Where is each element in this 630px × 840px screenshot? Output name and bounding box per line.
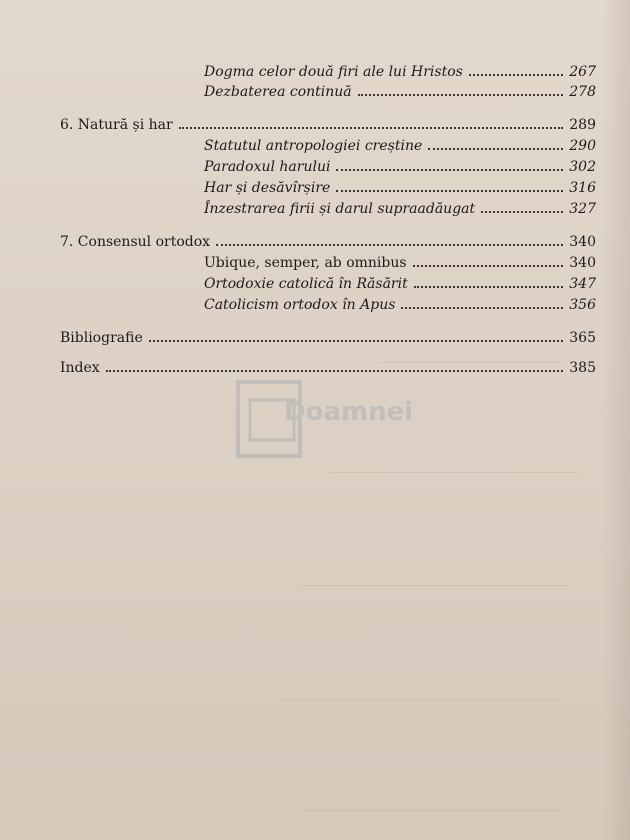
toc-entry xyxy=(204,84,596,102)
toc-chapter-page: 340 xyxy=(569,234,596,250)
leader-dots xyxy=(481,201,563,213)
toc-entry-page: 340 xyxy=(569,255,596,271)
toc-entry-page: 278 xyxy=(569,84,596,100)
leader-dots xyxy=(413,255,564,267)
toc-chapter-title: 7. Consensul ortodox xyxy=(60,234,211,250)
toc-entry-title: Ubique, semper, ab omnibus xyxy=(204,255,407,271)
toc-entry xyxy=(204,64,596,82)
toc-entry-page: 302 xyxy=(569,159,596,175)
toc-chapter-page: 365 xyxy=(569,330,596,346)
toc-entry-title: Har și desăvîrșire xyxy=(204,180,331,196)
watermark-text: Doamnei xyxy=(284,397,414,427)
toc-entry-page: 327 xyxy=(569,201,596,217)
toc-entry xyxy=(204,297,596,315)
toc-chapter xyxy=(60,330,596,348)
toc-entry-title: Catolicism ortodox în Apus xyxy=(204,297,396,313)
leader-dots xyxy=(428,138,563,150)
toc-entry-title: Statutul antropologiei creștine xyxy=(204,138,423,154)
leader-dots xyxy=(149,330,564,342)
toc-entry-page: 290 xyxy=(569,138,596,154)
leader-dots xyxy=(401,297,563,309)
page-edge-shadow xyxy=(602,0,630,840)
watermark-logo xyxy=(236,380,414,458)
toc-entry-title: Dezbaterea continuă xyxy=(204,84,352,100)
leader-dots xyxy=(336,159,563,171)
toc-chapter-title: Bibliografie xyxy=(60,330,143,346)
toc-chapter xyxy=(60,360,596,378)
toc-chapter xyxy=(60,234,596,252)
toc-chapter xyxy=(60,117,596,135)
toc-entry-page: 347 xyxy=(569,276,596,292)
toc-entry xyxy=(204,255,596,273)
toc-chapter-title: Index xyxy=(60,360,100,376)
toc-chapter-page: 385 xyxy=(569,360,596,376)
toc-entry-page: 356 xyxy=(569,297,596,313)
toc-entry xyxy=(204,180,596,198)
toc-chapter-title: 6. Natură și har xyxy=(60,117,173,133)
toc-entry-title: Paradoxul harului xyxy=(204,159,331,175)
toc-chapter-page: 289 xyxy=(569,117,596,133)
leader-dots xyxy=(469,64,563,76)
leader-dots xyxy=(106,360,564,372)
leader-dots xyxy=(336,180,563,192)
leader-dots xyxy=(179,117,564,129)
toc-entry xyxy=(204,276,596,294)
leader-dots xyxy=(358,84,564,96)
leader-dots xyxy=(216,234,563,246)
toc-entry-page: 267 xyxy=(569,64,596,80)
toc-entry-page: 316 xyxy=(569,180,596,196)
toc-entry-title: Ortodoxie catolică în Răsărit xyxy=(204,276,408,292)
toc-entry-title: Dogma celor două firi ale lui Hristos xyxy=(204,64,463,80)
toc-entry xyxy=(204,138,596,156)
toc-entry-title: Înzestrarea firii și darul supraadăugat xyxy=(204,201,476,217)
toc-entry xyxy=(204,201,596,219)
leader-dots xyxy=(414,276,564,288)
toc-entry xyxy=(204,159,596,177)
